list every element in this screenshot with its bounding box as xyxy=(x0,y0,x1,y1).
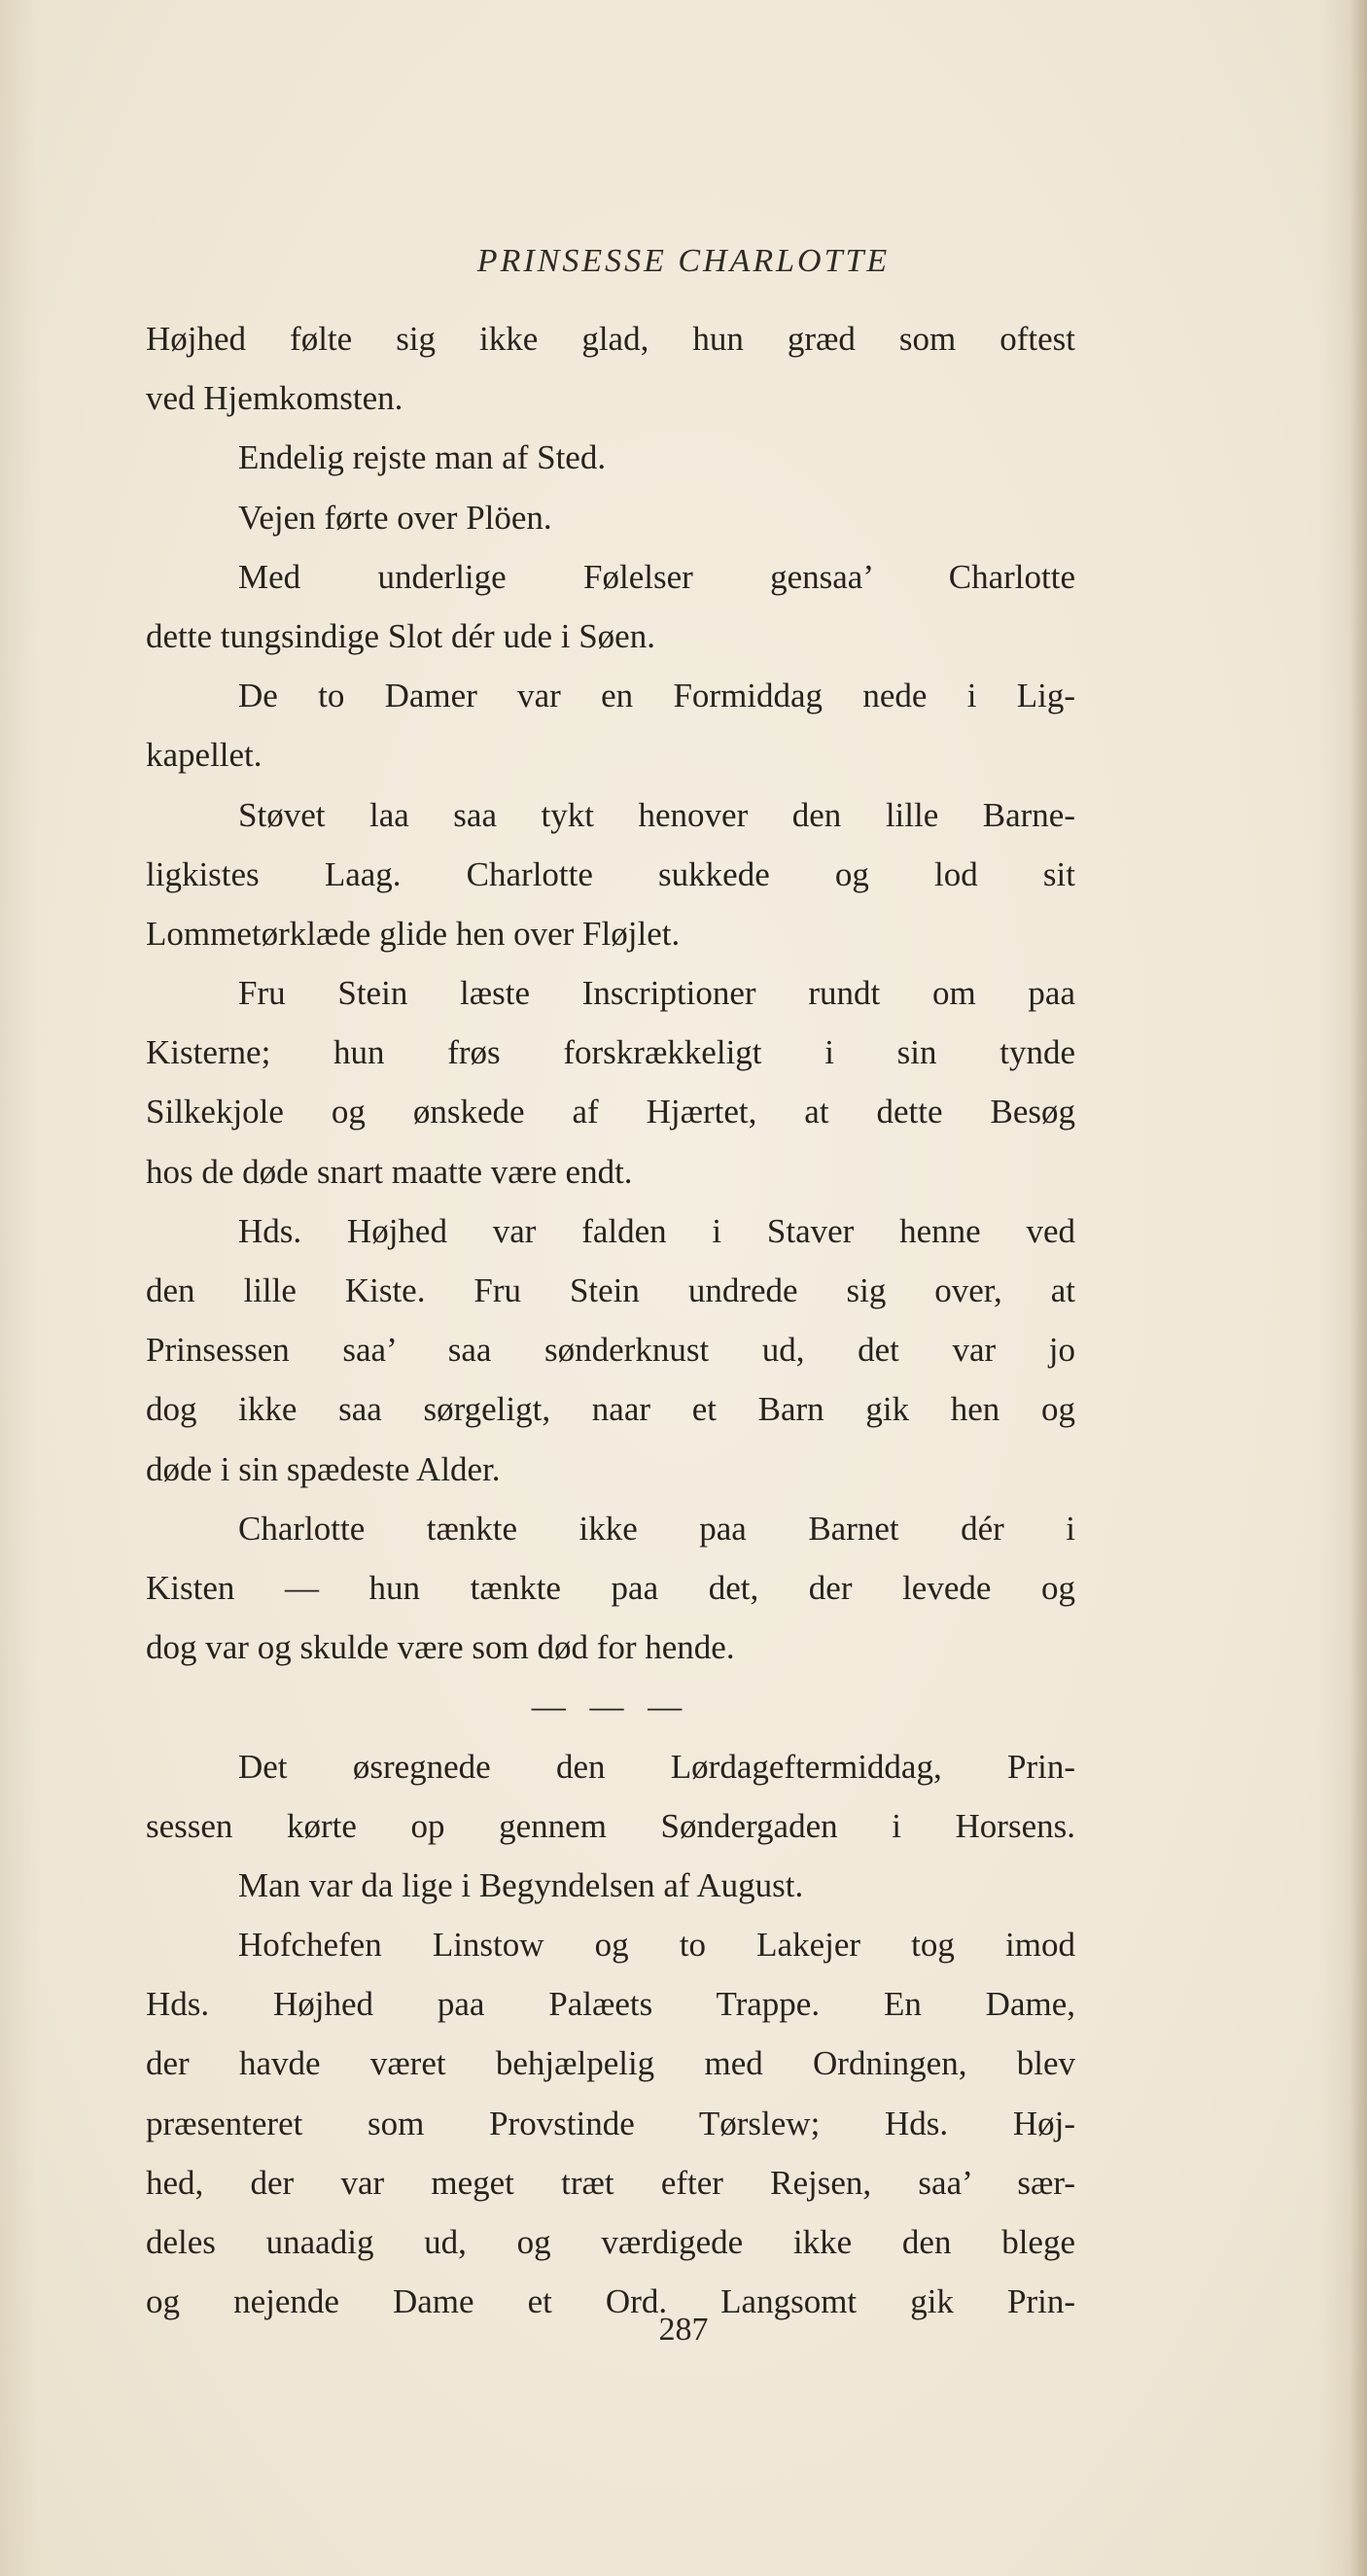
text-line: hed, der var meget træt efter Rejsen, saa’ sær- xyxy=(146,2163,1075,2202)
text-line: dog var og skulde være som død for hende. xyxy=(146,1628,735,1667)
text-line: Kisten — hun tænkte paa det, der levede og xyxy=(146,1568,1075,1607)
text-line: Charlotte tænkte ikke paa Barnet dér i xyxy=(238,1509,1075,1548)
text-line: Man var da lige i Begyndelsen af August. xyxy=(238,1865,804,1904)
text-line: Lommetørklæde glide hen over Fløjlet. xyxy=(146,914,681,953)
text-line: Fru Stein læste Inscriptioner rundt om paa xyxy=(238,974,1075,1013)
text-line: sessen kørte op gennem Søndergaden i Horsens. xyxy=(146,1806,1075,1845)
text-line: dette tungsindige Slot dér ude i Søen. xyxy=(146,616,655,655)
text-line: hos de døde snart maatte være endt. xyxy=(146,1152,633,1191)
section-break: — — — xyxy=(531,1688,690,1726)
running-head: PRINSESSE CHARLOTTE xyxy=(476,243,891,279)
text-line: Hofchefen Linstow og to Lakejer tog imod xyxy=(238,1926,1075,1965)
text-line: der havde været behjælpelig med Ordningen, blev xyxy=(146,2044,1075,2083)
text-line: kapellet. xyxy=(146,736,263,775)
text-line: Kisterne; hun frøs forskrækkeligt i sin tynde xyxy=(146,1033,1075,1072)
page-number: 287 xyxy=(658,2312,709,2348)
text-line: døde i sin spædeste Alder. xyxy=(146,1449,501,1488)
text-line: Silkekjole og ønskede af Hjærtet, at dette Besøg xyxy=(146,1093,1075,1131)
text-line: Prinsessen saa’ saa sønderknust ud, det var jo xyxy=(146,1331,1075,1370)
text-line: Støvet laa saa tykt henover den lille Barne- xyxy=(238,795,1075,834)
body-text xyxy=(146,309,1075,2331)
text-line: dog ikke saa sørgeligt, naar et Barn gik hen og xyxy=(146,1390,1075,1429)
text-line: Vejen førte over Plöen. xyxy=(238,498,552,537)
text-line: ved Hjemkomsten. xyxy=(146,379,403,418)
text-line: Med underlige Følelser gensaa’ Charlotte xyxy=(238,557,1075,596)
text-line: Hds. Højhed var falden i Staver henne ved xyxy=(238,1211,1075,1250)
text-line: Det øsregnede den Lørdageftermiddag, Prin- xyxy=(238,1747,1075,1786)
text-line: Endelig rejste man af Sted. xyxy=(238,438,607,477)
text-line: præsenteret som Provstinde Tørslew; Hds. Høj- xyxy=(146,2104,1075,2142)
text-line: deles unaadig ud, og værdigede ikke den blege xyxy=(146,2223,1075,2261)
page-edge xyxy=(1349,0,1367,2576)
text-line: ligkistes Laag. Charlotte sukkede og lod sit xyxy=(146,854,1075,893)
text-line: og nejende Dame et Ord. Langsomt gik Prin- xyxy=(146,2282,1075,2321)
text-line: De to Damer var en Formiddag nede i Lig- xyxy=(238,677,1075,715)
text-line: Højhed følte sig ikke glad, hun græd som oftest xyxy=(146,320,1075,358)
text-line: den lille Kiste. Fru Stein undrede sig over, at xyxy=(146,1271,1075,1309)
text-line: Hds. Højhed paa Palæets Trappe. En Dame, xyxy=(146,1985,1075,2024)
